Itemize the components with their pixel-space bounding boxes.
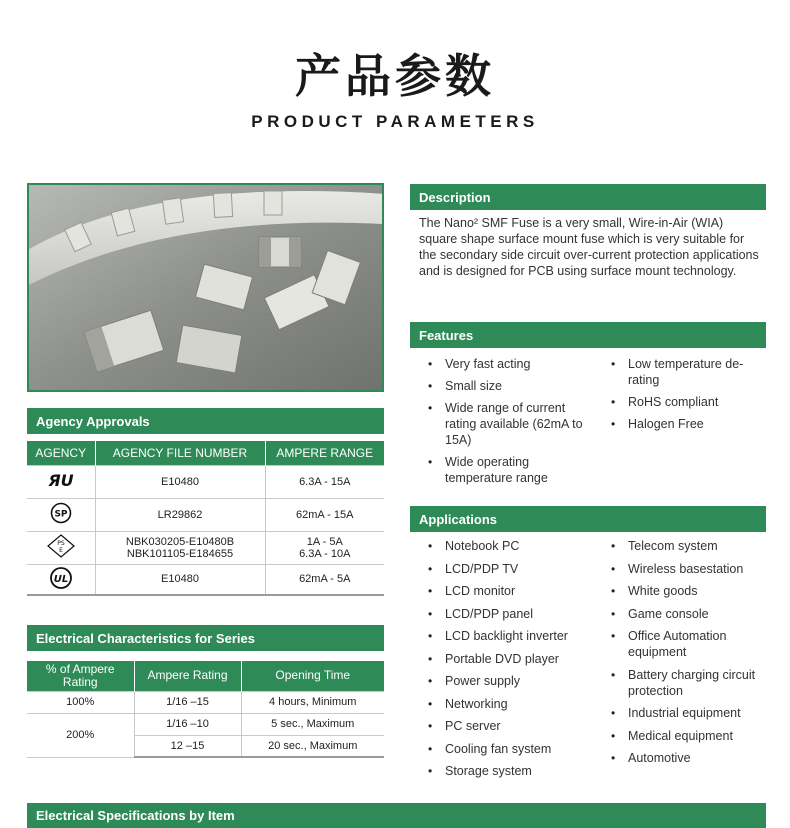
ampere-rating-col-header: Ampere Rating <box>134 661 241 691</box>
list-item: • Halogen Free <box>608 416 758 432</box>
ampere-range-cell: 6.3A - 15A <box>265 465 384 498</box>
list-item: • Automotive <box>608 750 768 766</box>
list-item: • Storage system <box>425 763 605 779</box>
agency-approvals-heading: Agency Approvals <box>27 408 384 434</box>
product-photo <box>27 183 384 392</box>
list-item: • Notebook PC <box>425 538 605 554</box>
list-item: • Networking <box>425 696 605 712</box>
list-item: • Medical equipment <box>608 728 768 744</box>
list-item: • Telecom system <box>608 538 768 554</box>
ampere-range-cell: 62mA - 5A <box>265 564 384 595</box>
svg-text:ЯU: ЯU <box>48 471 74 490</box>
list-item: • Portable DVD player <box>425 651 605 667</box>
time-cell: 4 hours, Minimum <box>241 691 384 713</box>
features-list-right <box>608 356 758 432</box>
electrical-characteristics-table <box>27 661 384 758</box>
file-number-cell: NBK030205-E10480B NBK101105-E184655 <box>95 531 265 564</box>
features-list-left <box>425 356 595 486</box>
list-item: • White goods <box>608 583 768 599</box>
list-item: • Wireless basestation <box>608 561 768 577</box>
table-row <box>27 498 384 531</box>
fuse-photo-illustration <box>29 185 384 392</box>
ampere-range-cell: 1A - 5A 6.3A - 10A <box>265 531 384 564</box>
list-item: • Wide range of current rating available (62mA to 15A) <box>425 400 595 448</box>
file-number-cell: E10480 <box>95 465 265 498</box>
list-item: • LCD monitor <box>425 583 605 599</box>
table-row <box>27 465 384 498</box>
opening-time-col-header: Opening Time <box>241 661 384 691</box>
list-item: • LCD/PDP panel <box>425 606 605 622</box>
list-item: • Small size <box>425 378 595 394</box>
description-text: The Nano² SMF Fuse is a very small, Wire-in-Air (WIA) square shape surface mount fuse which is very suitable for the secondary side circuit over-current protection applications and is designed for PCB using surface mount technology. <box>419 216 759 278</box>
list-item: • Office Automation equipment <box>608 628 768 660</box>
time-cell: 5 sec., Maximum <box>241 713 384 735</box>
list-item: • Very fast acting <box>425 356 595 372</box>
table-row <box>27 531 384 564</box>
percent-rating-col-header: % of Ampere Rating <box>27 661 134 691</box>
file-number-cell: LR29862 <box>95 498 265 531</box>
svg-text:UL: UL <box>53 573 68 585</box>
svg-text:SP: SP <box>54 509 68 520</box>
agency-col-header: AGENCY <box>27 441 95 465</box>
list-item: • RoHS compliant <box>608 394 758 410</box>
table-row <box>27 713 384 735</box>
file-number-cell: E10480 <box>95 564 265 595</box>
applications-heading: Applications <box>410 506 766 532</box>
rating-cell: 1/16 –15 <box>134 691 241 713</box>
svg-text:E: E <box>58 547 63 554</box>
rating-cell: 1/16 –10 <box>134 713 241 735</box>
applications-list-left <box>425 538 605 779</box>
list-item: • Industrial equipment <box>608 705 768 721</box>
file-number-col-header: AGENCY FILE NUMBER <box>95 441 265 465</box>
csa-icon <box>27 498 95 531</box>
list-item: • Cooling fan system <box>425 741 605 757</box>
description-heading: Description <box>410 184 766 210</box>
pse-icon <box>27 531 95 564</box>
list-item: • Game console <box>608 606 768 622</box>
agency-approvals-table <box>27 441 384 596</box>
list-item: • Wide operating temperature range <box>425 454 595 486</box>
percent-cell: 100% <box>27 691 134 713</box>
table-row <box>27 691 384 713</box>
page-title-en: PRODUCT PARAMETERS <box>251 112 539 131</box>
table-row <box>27 564 384 595</box>
list-item: • Low temperature de-rating <box>608 356 758 388</box>
list-item: • PC server <box>425 718 605 734</box>
rating-cell: 12 –15 <box>134 735 241 757</box>
list-item: • LCD backlight inverter <box>425 628 605 644</box>
percent-cell: 200% <box>27 713 134 757</box>
page-title-cn: 产品参数 <box>295 49 495 103</box>
electrical-specifications-heading: Electrical Specifications by Item <box>27 803 766 828</box>
features-heading: Features <box>410 322 766 348</box>
svg-text:PS: PS <box>57 540 65 547</box>
ul-recognized-icon <box>27 465 95 498</box>
list-item: • Battery charging circuit protection <box>608 667 768 699</box>
applications-list-right <box>608 538 768 766</box>
list-item: • Power supply <box>425 673 605 689</box>
ul-listed-icon <box>27 564 95 595</box>
electrical-characteristics-heading: Electrical Characteristics for Series <box>27 625 384 651</box>
list-item: • LCD/PDP TV <box>425 561 605 577</box>
ampere-range-col-header: AMPERE RANGE <box>265 441 384 465</box>
ampere-range-cell: 62mA - 15A <box>265 498 384 531</box>
time-cell: 20 sec., Maximum <box>241 735 384 757</box>
